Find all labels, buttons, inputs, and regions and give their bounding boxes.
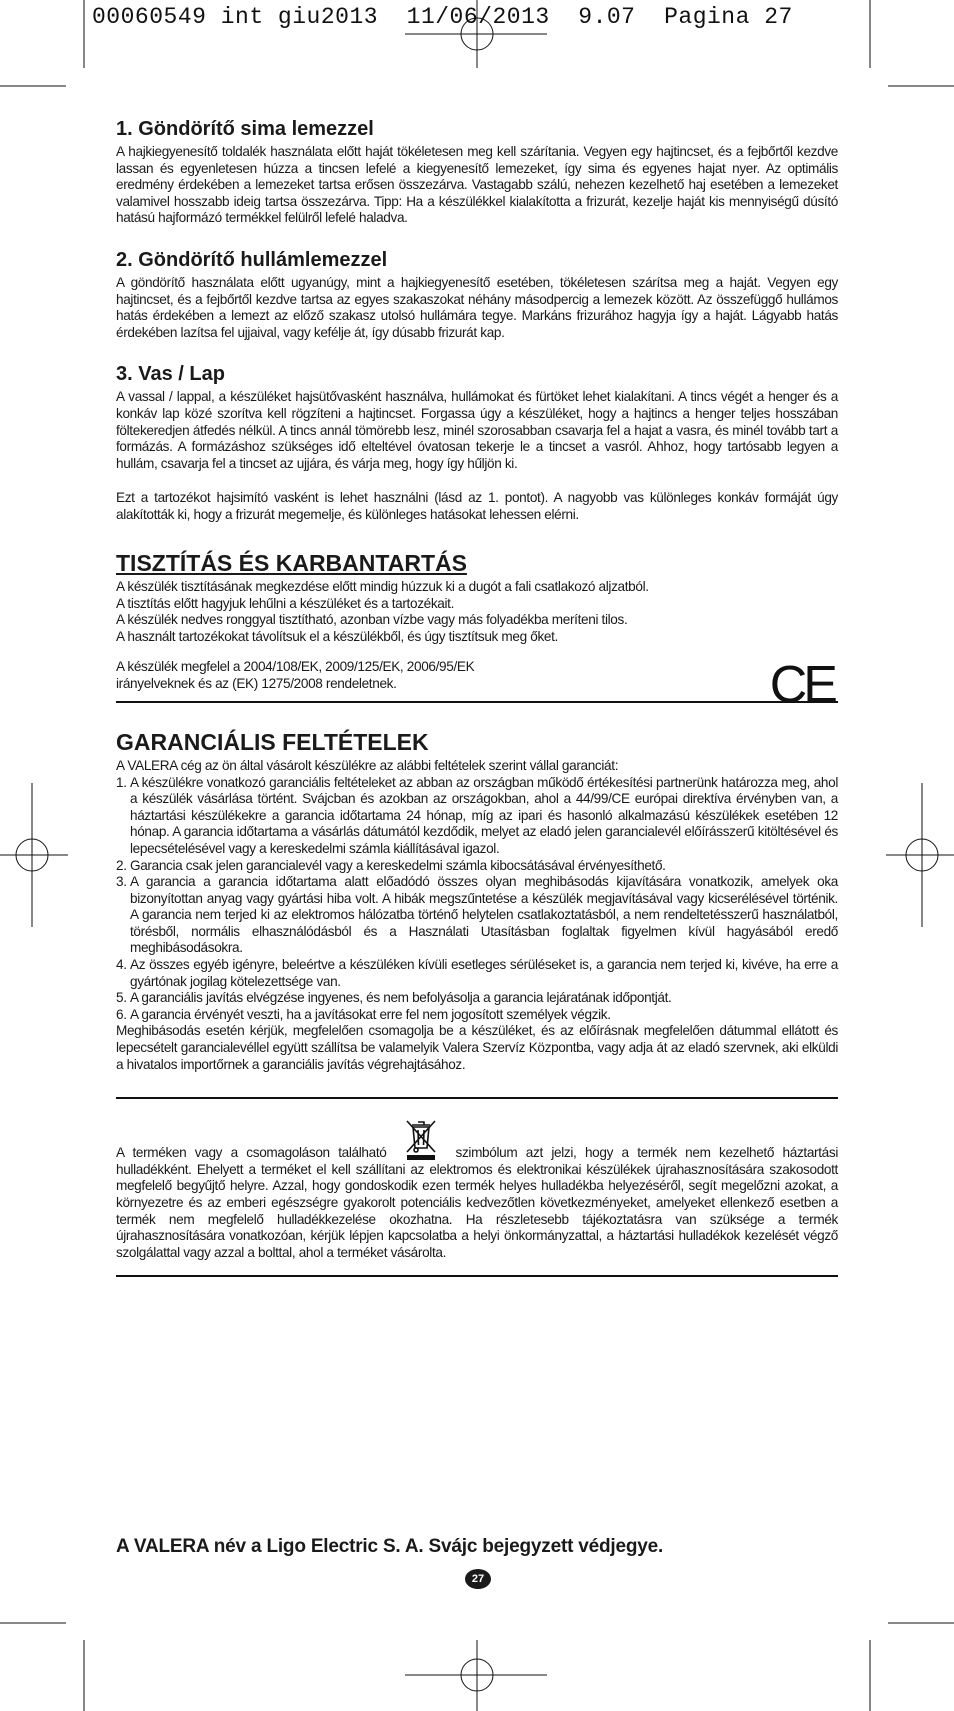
weee-paragraph bbox=[116, 1117, 838, 1261]
registration-mark-right bbox=[886, 783, 954, 927]
crossed-out-wheelie-bin-icon bbox=[401, 1117, 441, 1161]
warranty-section bbox=[116, 729, 838, 1074]
page-number-badge: 27 bbox=[465, 1569, 491, 1589]
section-paragraph: Ezt a tartozékot hajsimító vasként is lehet használni (lásd az 1. pontot). A nagyobb vas különleges konkáv formáját úgy alakították ki, hogy a frizurát megemelje, és különleges hatásokat lehessen elérni. bbox=[116, 490, 838, 522]
section-paragraph: A göndörítő használata előtt ugyanúgy, mint a hajkiegyenesítő esetében, tökéletesen szárítsa meg a haját. Vegyen egy hajtincset, és a fejbőrtől kezdve tartsa az egyes szakaszokat néhány másodpercig a lemezek között. Az összefüggő hullámos hatás érdekében a lemezt az előző szakasz utolsó hullámára tegye. Markáns frizurához hagyja így a haját. Lágyabb hatás érdekében lazítsa fel ujjaival, vagy kefélje át, így dúsabb frizurát kap. bbox=[116, 274, 838, 340]
warranty-list bbox=[116, 775, 838, 1024]
section-title: 1. Göndörítő sima lemezzel bbox=[116, 118, 374, 140]
warranty-closing: Meghibásodás esetén kérjük, megfelelően csomagolja be a készüléket, és az előírásnak megfelelően dátummal ellátott és lepecsételt garancialevéllel együtt szállítsa be valamelyik Valera Szervíz Központba, vagy adja át az eladó szervnek, aki elküldi a hivatalos importőrnek a garanciális javítás végrehajtásához. bbox=[116, 1023, 838, 1072]
section-title: 2. Göndörítő hullámlemezzel bbox=[116, 248, 388, 271]
compliance-line: A készülék megfelel a 2004/108/EK, 2009/125/EK, 2006/95/EK bbox=[116, 659, 475, 675]
weee-section bbox=[116, 1097, 838, 1277]
warranty-item: 4. Az összes egyéb igényre, beleértve a készüléken kívüli esetleges sérüléseket is, a garancia nem terjed ki, kivéve, ha erre a gyártónak jogilag kötelezettsége van. bbox=[116, 957, 838, 989]
cleaning-line: A használt tartozékokat távolítsuk el a készülékből, és úgy tisztítsuk meg őket. bbox=[116, 628, 558, 644]
warranty-item: 3. A garancia a garancia időtartama alatt előadódó összes olyan meghibásodás kijavítására vonatkozik, amelyek oka bizonyítottan anyag vagy gyártási hiba volt. A hibák megszűntetése a készülék megjavításával vagy kicserélésével történik. A garancia nem terjed ki az elektromos hálózatba történő helytelen csatlakoztatásból, a nem rendeltetésszerű használatból, törésből, normális elhasználódásból és a Használati Utasításban foglaltak figyelmen kívül hagyásából eredő meghibásodásokra. bbox=[116, 874, 838, 956]
section-paragraph: A vassal / lappal, a készüléket hajsütővasként használva, hullámokat és fürtöket lehet kialakítani. A tincs végét a henger és a konkáv lap közé szorítva kell rögzíteni a hajtincset. Forgassa úgy a készüléket, hogy a hajtincs a henger teljes hosszában föltekeredjen átfedés nélkül. A tincs annál tömörebb lesz, minél szorosabban csavarja fel a hajat a vasra, és minél tovább tart a formázás. A formázáshoz szükséges idő elteltével óvatosan tekerje le a tincset a vasról. Ahhoz, hogy tartósabb legyen a hullám, csavarja fel a tincset az ujjára, és várja meg, hogy így hűljön ki. bbox=[116, 389, 838, 471]
weee-text-before: A terméken vagy a csomagoláson található bbox=[116, 1145, 387, 1161]
section-wave-plates bbox=[116, 249, 838, 341]
cleaning-line: A tisztítás előtt hagyjuk lehűlni a készüléket és a tartozékait. bbox=[116, 595, 455, 611]
warranty-item: 6. A garancia érvényét veszti, ha a javításokat erre fel nem jogosított személyek végzik. bbox=[116, 1006, 611, 1022]
cleaning-title: TISZTÍTÁS ÉS KARBANTARTÁS bbox=[116, 549, 467, 576]
print-slug-header: 00060549 int giu2013 11/06/2013 9.07 Pagina 27 bbox=[92, 4, 793, 30]
compliance-block bbox=[116, 656, 838, 715]
trademark-note: A VALERA név a Ligo Electric S. A. Svájc bejegyzett védjegye. bbox=[116, 1536, 664, 1557]
section-smooth-plates bbox=[116, 118, 838, 227]
registration-mark-left bbox=[0, 783, 68, 927]
weee-text-after: szimbólum azt jelzi, hogy a termék nem kezelhető háztartási hulladékként. Ehelyett a terméket el kell szállítani az elektromos és elektronikai készülékek újrahasznosítására szakosodott megfelelő begyűjtő helyre. Azzal, hogy gondoskodik ezen termék helyes hulladékba helyezéséről, segít megelőzni azokat, a környezetre és az emberi egészségre gyakorolt potenciális kedvezőtlen következményeket, amelyeket ellenkező esetben a termék nem megfelelő hulladékkezelése okozhatna. Ha részletesebb tájékoztatásra van szüksége a termék újrahasznosítására vonatkozóan, kérjük lépjen kapcsolatba a helyi önkormányzattal, a háztartási hulladékok kezelését végző szolgálattal vagy azzal a bolttal, ahol a terméket vásárolta. bbox=[116, 1145, 838, 1260]
cleaning-section bbox=[116, 549, 838, 715]
warranty-item: 1. A készülékre vonatkozó garanciális feltételeket az abban az országban működő értékesítési partnerünk határozza meg, ahol a készülék vásárlása történt. Svájcban és azokban az országokban, ahol a 44/99/CE európai direktíva érvényben van, a háztartási készülékekre a garancia időtartama 24 hónap, míg az ipari és hasonló alkalmazású készülékek esetében 12 hónap. A garancia időtartama a vásárlás dátumától kezdődik, melyet az eladó jelen garancialevél előírásszerű kitöltésével és lepecsételésével vagy a kereskedelmi számla kiállításával igazol. bbox=[116, 774, 838, 856]
compliance-line: irányelveknek és az (EK) 1275/2008 rendeletnek. bbox=[116, 675, 397, 691]
section-iron-plate bbox=[116, 363, 838, 523]
cleaning-line: A készülék tisztításának megkezdése előtt mindig húzzuk ki a dugót a fali csatlakozó aljzatból. bbox=[116, 578, 649, 594]
page-content bbox=[116, 118, 838, 1277]
ce-mark: CE bbox=[769, 656, 834, 715]
warranty-item: 5. A garanciális javítás elvégzése ingyenes, és nem befolyásolja a garancia lejáratának időpontját. bbox=[116, 990, 672, 1006]
warranty-item: 2. Garancia csak jelen garancialevél vagy a kereskedelmi számla kibocsátásával érvényesíthető. bbox=[116, 857, 666, 873]
cleaning-line: A készülék nedves ronggyal tisztítható, azonban vízbe vagy más folyadékba meríteni tilos. bbox=[116, 612, 628, 628]
section-paragraph: A hajkiegyenesítő toldalék használata előtt haját tökéletesen meg kell szárítania. Vegyen egy hajtincset, és a fejbőrtől kezdve lassan és egyenletesen húzza a tincsen lefelé a kiegyenesítő lemezeket, így sima és egyenes hajat nyer. Az optimális eredmény érdekében a lemezeket tartsa erősen összezárva. Vastagabb szálú, nehezen kezelhető haj esetében a lemezeket valamivel hosszabb ideig tartsa összezárva. Tipp: Ha a készülékkel kialakította a frizurát, kezelje haját kis mennyiségű dúsító hatású hajformázó termékkel felülről lefelé haladva. bbox=[116, 144, 838, 226]
warranty-intro: A VALERA cég az ön által vásárolt készülékre az alábbi feltételek szerint vállal garanciát: bbox=[116, 757, 619, 773]
warranty-title: GARANCIÁLIS FELTÉTELEK bbox=[116, 728, 429, 755]
registration-mark-bottom bbox=[405, 1640, 547, 1711]
section-title: 3. Vas / Lap bbox=[116, 363, 225, 386]
